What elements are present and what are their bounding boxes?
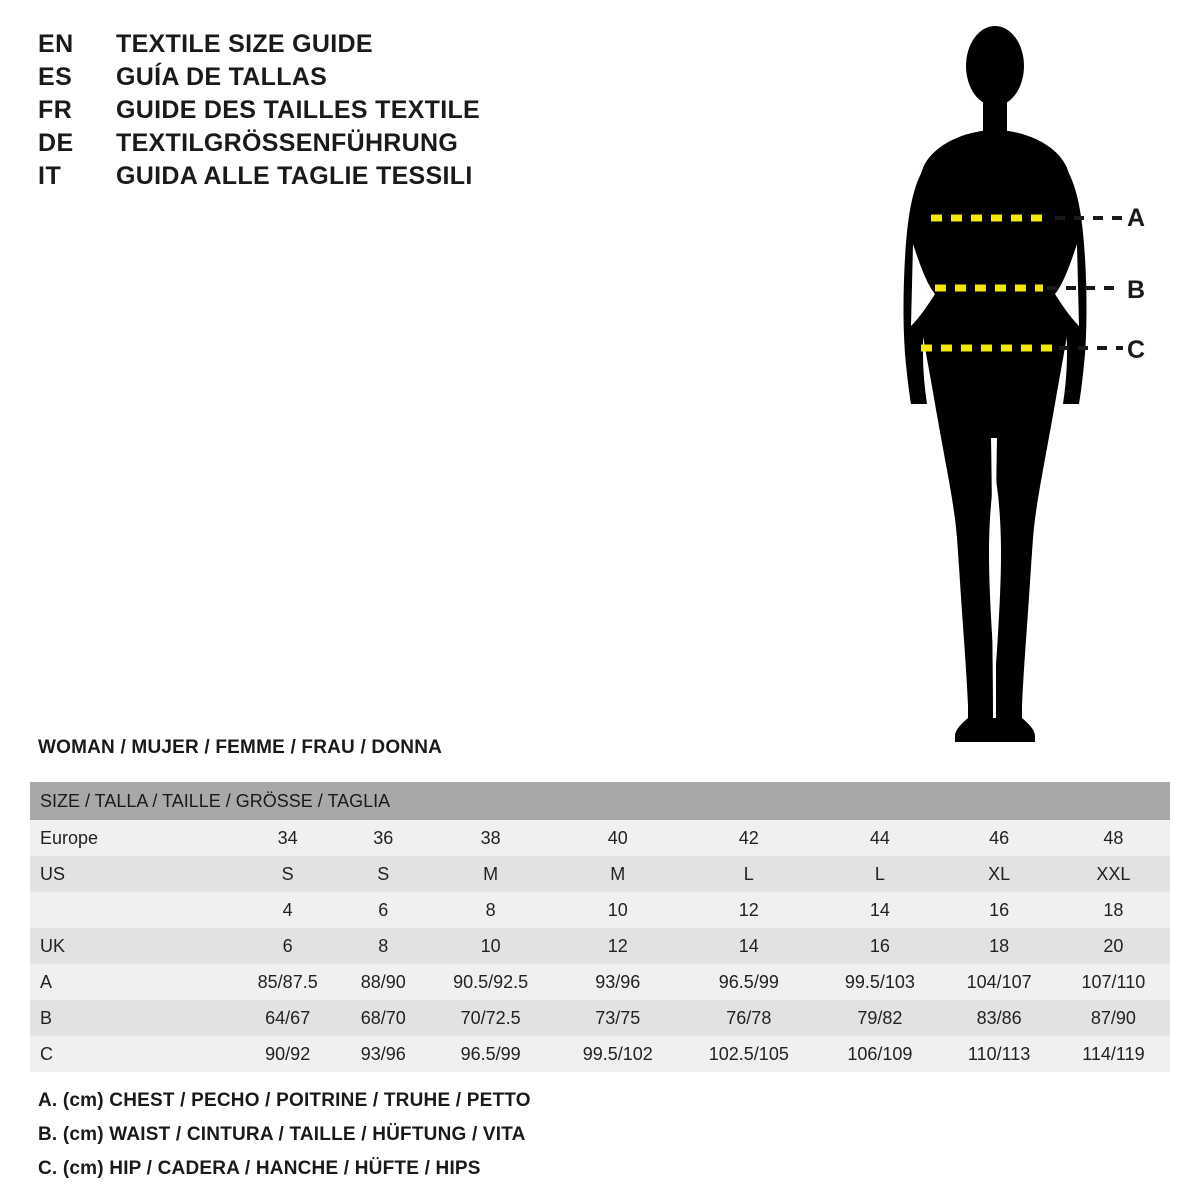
cell: 18 (1103, 899, 1124, 920)
measure-label-c: C (1127, 336, 1146, 364)
cell: 16 (989, 899, 1010, 920)
table-row (30, 892, 1170, 928)
language-text-it: GUIDA ALLE TAGLIE TESSILI (116, 162, 473, 190)
language-text-de: TEXTILGRÖSSENFÜHRUNG (116, 129, 459, 157)
language-row-it (38, 162, 558, 191)
cell: 68/70 (360, 1007, 406, 1028)
cell: 20 (1103, 935, 1124, 956)
language-text-en: TEXTILE SIZE GUIDE (116, 30, 373, 58)
cell: 14 (869, 899, 890, 920)
table-row (30, 1036, 1170, 1072)
cell: 99.5/102 (582, 1043, 653, 1064)
cell: XL (988, 863, 1011, 884)
language-title-block (38, 30, 558, 195)
cell: 93/96 (595, 971, 641, 992)
language-row-es (38, 63, 558, 92)
cell: 44 (869, 827, 890, 848)
table-row (30, 928, 1170, 964)
cell: 46 (989, 827, 1010, 848)
cell: 38 (480, 827, 501, 848)
footnote-c: C. (cm) HIP / CADERA / HANCHE / HÜFTE / HIPS (38, 1158, 481, 1179)
cell: 85/87.5 (257, 971, 318, 992)
cell: 16 (869, 935, 890, 956)
cell: S (281, 863, 294, 884)
row-label-a: A (40, 971, 53, 992)
cell: XXL (1096, 863, 1131, 884)
cell: 48 (1103, 827, 1124, 848)
language-code-en: EN (38, 30, 74, 58)
cell: S (377, 863, 390, 884)
cell: 10 (480, 935, 501, 956)
footnote-a: A. (cm) CHEST / PECHO / POITRINE / TRUHE / PETTO (38, 1090, 531, 1111)
table-row (30, 820, 1170, 856)
table-row (30, 1000, 1170, 1036)
row-label-europe: Europe (40, 827, 99, 848)
row-label-us-numeric (30, 892, 234, 928)
language-row-de (38, 129, 558, 158)
cell: 107/110 (1081, 971, 1146, 992)
language-code-de: DE (38, 129, 74, 157)
cell: 64/67 (265, 1007, 311, 1028)
cell: 10 (607, 899, 628, 920)
cell: 70/72.5 (460, 1007, 521, 1028)
cell: 18 (989, 935, 1010, 956)
language-code-es: ES (38, 63, 73, 91)
cell: 87/90 (1090, 1007, 1136, 1028)
cell: 8 (378, 935, 389, 956)
cell: 12 (607, 935, 628, 956)
cell: 14 (738, 935, 759, 956)
cell: M (483, 863, 499, 884)
cell: 93/96 (360, 1043, 406, 1064)
cell: 42 (738, 827, 759, 848)
size-table (30, 782, 1170, 1072)
table-header-label: SIZE / TALLA / TAILLE / GRÖSSE / TAGLIA (30, 782, 1170, 820)
body-figure (855, 18, 1185, 748)
cell: 106/109 (847, 1043, 913, 1064)
cell: 96.5/99 (718, 971, 779, 992)
footnotes (38, 1090, 938, 1192)
language-row-fr (38, 96, 558, 125)
language-code-it: IT (38, 162, 62, 190)
cell: 6 (378, 899, 389, 920)
cell: 96.5/99 (460, 1043, 521, 1064)
cell: 110/113 (967, 1043, 1031, 1064)
measure-label-a: A (1127, 204, 1146, 232)
row-label-us: US (40, 863, 66, 884)
cell: 102.5/105 (708, 1043, 789, 1064)
row-label-b: B (40, 1007, 53, 1028)
cell: 4 (282, 899, 293, 920)
cell: 83/86 (976, 1007, 1022, 1028)
table-row (30, 856, 1170, 892)
cell: 88/90 (360, 971, 406, 992)
cell: 8 (485, 899, 496, 920)
table-row (30, 964, 1170, 1000)
cell: 104/107 (966, 971, 1032, 992)
cell: 79/82 (857, 1007, 903, 1028)
cell: 76/78 (726, 1007, 772, 1028)
cell: 36 (373, 827, 394, 848)
cell: 73/75 (595, 1007, 641, 1028)
language-row-en (38, 30, 558, 59)
cell: 99.5/103 (844, 971, 915, 992)
female-silhouette-icon (855, 18, 1185, 748)
cell: M (610, 863, 626, 884)
cell: 40 (607, 827, 628, 848)
language-text-es: GUÍA DE TALLAS (116, 63, 328, 91)
table-header-row (30, 782, 1170, 820)
cell: 34 (277, 827, 298, 848)
row-label-c: C (40, 1043, 53, 1064)
cell: L (743, 863, 754, 884)
language-text-fr: GUIDE DES TAILLES TEXTILE (116, 96, 481, 124)
cell: 90/92 (265, 1043, 311, 1064)
cell: L (874, 863, 885, 884)
cell: 12 (738, 899, 759, 920)
row-label-uk: UK (40, 935, 66, 956)
section-caption-woman: WOMAN / MUJER / FEMME / FRAU / DONNA (38, 737, 443, 758)
footnote-b: B. (cm) WAIST / CINTURA / TAILLE / HÜFTUNG / VITA (38, 1124, 526, 1145)
measure-label-b: B (1127, 276, 1146, 304)
cell: 90.5/92.5 (453, 971, 529, 992)
cell: 6 (282, 935, 293, 956)
cell: 114/119 (1082, 1043, 1145, 1064)
language-code-fr: FR (38, 96, 73, 124)
